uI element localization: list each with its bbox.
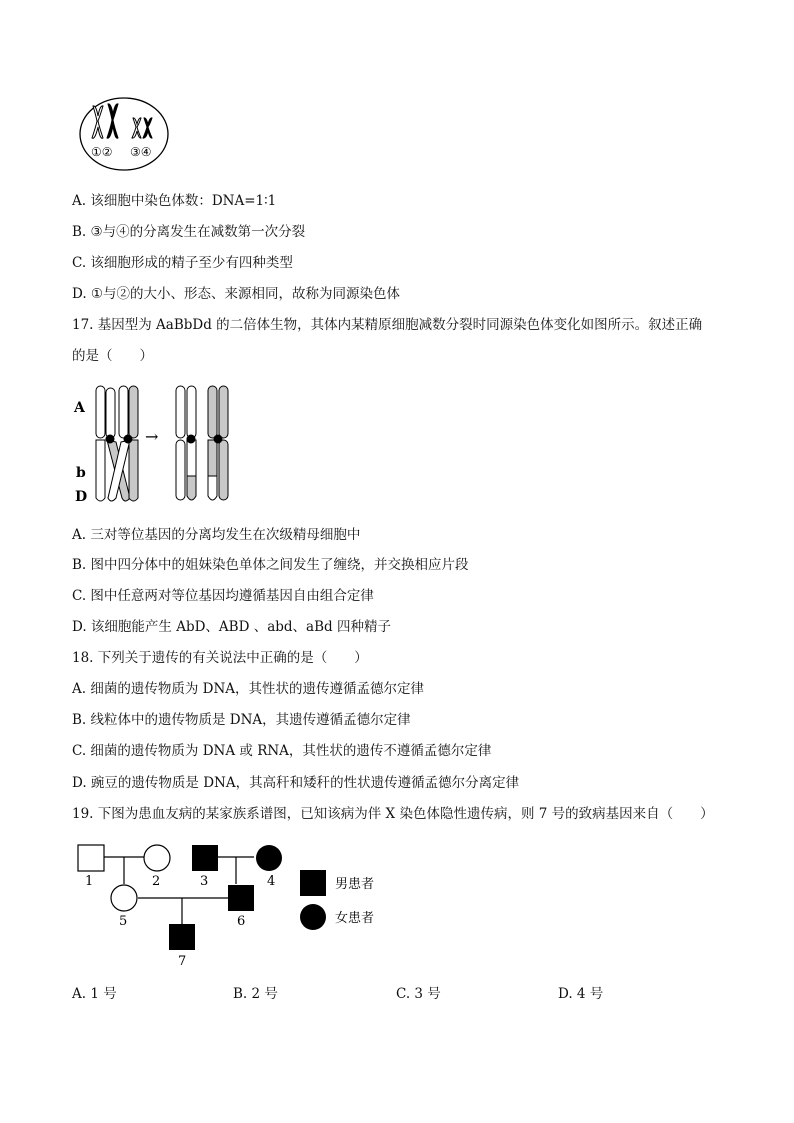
pedigree-number-3: 3 bbox=[200, 874, 209, 889]
q16-option-b[interactable]: B. ③与④的分离发生在减数第一次分裂 bbox=[72, 224, 306, 240]
q18-option-d[interactable]: D. 豌豆的遗传物质是 DNA，其高秆和矮秆的性状遗传遵循孟德尔分离定律 bbox=[72, 775, 520, 791]
q16-option-c[interactable]: C. 该细胞形成的精子至少有四种类型 bbox=[72, 255, 293, 271]
q18-option-a[interactable]: A. 细菌的遗传物质为 DNA，其性状的遗传遵循孟德尔定律 bbox=[72, 681, 425, 697]
crossover-figure bbox=[72, 380, 242, 510]
q18-stem: 18. 下列关于遗传的有关说法中正确的是（ ） bbox=[72, 650, 368, 666]
q16-option-d[interactable]: D. ①与②的大小、形态、来源相同，故称为同源染色体 bbox=[72, 286, 401, 302]
pedigree-chart bbox=[70, 840, 400, 970]
chromosome-2 bbox=[107, 104, 118, 138]
pedigree-number-1: 1 bbox=[85, 874, 94, 889]
individual-7 bbox=[169, 924, 195, 950]
chromosome-label-12: ①② bbox=[91, 145, 113, 159]
q19-stem: 19. 下图为患血友病的某家族系谱图，已知该病为伴 X 染色体隐性遗传病，则 7 号的致病基因来自（ ） bbox=[72, 806, 714, 822]
q18-option-b[interactable]: B. 线粒体中的遗传物质是 DNA，其遗传遵循孟德尔定律 bbox=[72, 712, 411, 728]
chromosome-3 bbox=[132, 118, 141, 138]
homolog-pair-after bbox=[176, 386, 228, 500]
pedigree-number-5: 5 bbox=[119, 914, 128, 929]
homolog-pair-before bbox=[96, 386, 138, 501]
legend-male-symbol bbox=[300, 870, 326, 896]
q16-option-a[interactable]: A. 该细胞中染色体数：DNA=1∶1 bbox=[72, 193, 277, 209]
q17-option-d[interactable]: D. 该细胞能产生 AbD、ABD 、abd、aBd 四种精子 bbox=[72, 619, 391, 635]
legend-female-label: 女患者 bbox=[335, 911, 375, 926]
gene-label-b: b bbox=[76, 465, 86, 481]
q19-option-c[interactable]: C. 3 号 bbox=[396, 986, 441, 1002]
individual-5 bbox=[111, 885, 137, 911]
gene-label-d: D bbox=[75, 489, 88, 505]
q17-option-b[interactable]: B. 图中四分体中的姐妹染色单体之间发生了缠绕，并交换相应片段 bbox=[72, 557, 469, 573]
q19-option-b[interactable]: B. 2 号 bbox=[233, 986, 278, 1002]
q19-option-a[interactable]: A. 1 号 bbox=[72, 986, 117, 1002]
q17-stem-cont: 的是（ ） bbox=[72, 348, 153, 364]
individual-6 bbox=[228, 885, 254, 911]
pedigree-number-2: 2 bbox=[152, 874, 161, 889]
q18-option-c[interactable]: C. 细菌的遗传物质为 DNA 或 RNA，其性状的遗传不遵循孟德尔定律 bbox=[72, 743, 492, 759]
q17-option-c[interactable]: C. 图中任意两对等位基因均遵循基因自由组合定律 bbox=[72, 588, 374, 604]
legend-male-label: 男患者 bbox=[335, 877, 375, 892]
pedigree-number-7: 7 bbox=[178, 954, 187, 969]
process-arrow: → bbox=[145, 427, 159, 446]
gene-label-a: A bbox=[74, 400, 85, 416]
pedigree-number-4: 4 bbox=[267, 874, 276, 889]
chromosome-label-34: ③④ bbox=[130, 145, 152, 159]
q17-option-a[interactable]: A. 三对等位基因的分离均发生在次级精母细胞中 bbox=[72, 527, 361, 543]
individual-3 bbox=[192, 845, 218, 871]
q17-stem: 17. 基因型为 AaBbDd 的二倍体生物，其体内某精原细胞减数分裂时同源染色体变化如图所示。叙述正确 bbox=[72, 317, 703, 333]
q19-option-d[interactable]: D. 4 号 bbox=[558, 986, 604, 1002]
individual-4 bbox=[256, 845, 282, 871]
cell-chromosome-figure bbox=[78, 96, 170, 172]
individual-2 bbox=[144, 845, 170, 871]
pedigree-number-6: 6 bbox=[237, 914, 246, 929]
q19-options bbox=[72, 982, 712, 1004]
individual-1 bbox=[78, 845, 104, 871]
chromosome-4 bbox=[143, 118, 152, 138]
chromosome-1 bbox=[92, 106, 103, 138]
legend-female-symbol bbox=[300, 904, 326, 930]
